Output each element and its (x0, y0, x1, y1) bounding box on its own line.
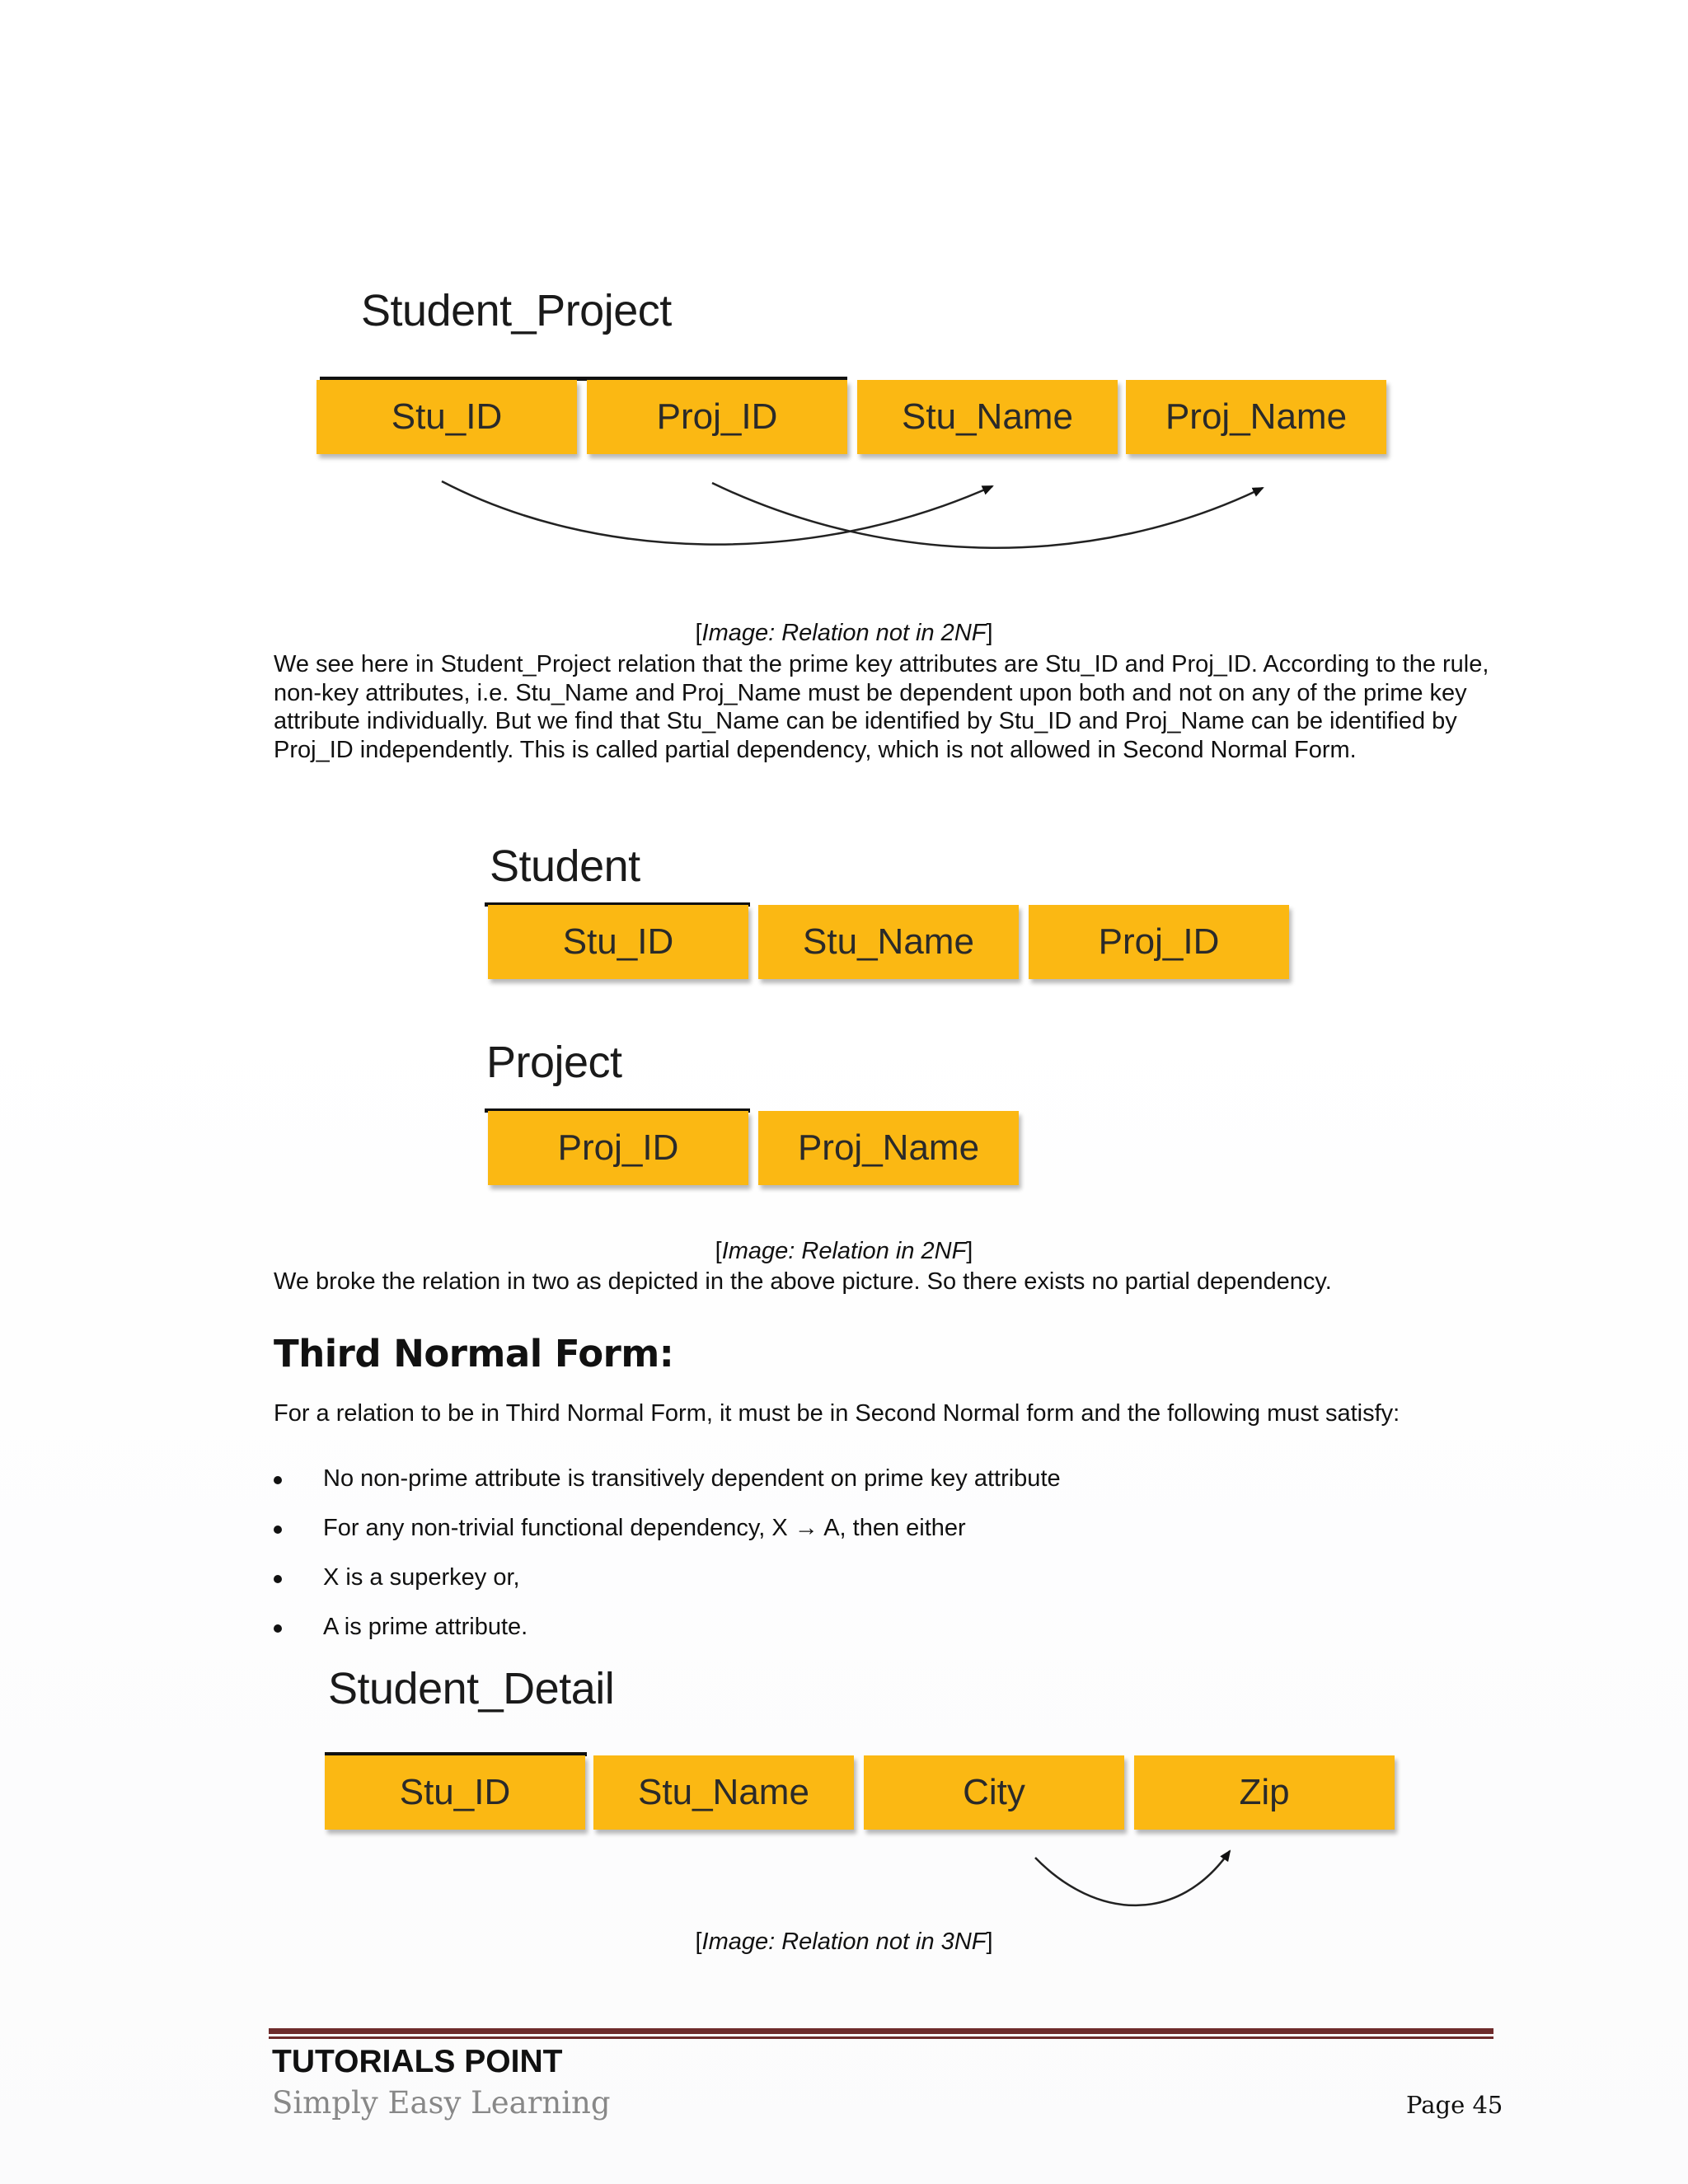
arrow-stu-id-to-stu-name (442, 481, 992, 545)
attribute-proj-name: Proj_Name (758, 1111, 1019, 1185)
arrow-city-to-zip (1035, 1851, 1230, 1905)
figure-caption: [Image: Relation in 2NF] (715, 1238, 973, 1264)
footer-rule-thin (269, 2036, 1493, 2039)
page-number: Page 45 (1406, 2091, 1503, 2119)
attribute-proj-id: Proj_ID (587, 380, 847, 454)
figure-caption: [Image: Relation not in 3NF] (695, 1929, 993, 1955)
arrow-proj-id-to-proj-name (712, 483, 1263, 548)
relation-title: Project (486, 1038, 622, 1087)
bullet-icon (274, 1575, 282, 1583)
attribute-proj-name: Proj_Name (1126, 380, 1386, 454)
attribute-proj-id: Proj_ID (1029, 905, 1289, 979)
dependency-arrows (0, 1813, 1688, 1929)
relation-title: Student_Project (361, 286, 672, 335)
attribute-stu-id: Stu_ID (316, 380, 577, 454)
attribute-proj-id: Proj_ID (488, 1111, 748, 1185)
paragraph-third-nf-intro: For a relation to be in Third Normal Form, it must be in Second Normal form and the following must satisfy: (274, 1400, 1400, 1427)
attribute-zip: Zip (1134, 1755, 1395, 1830)
attribute-stu-name: Stu_Name (593, 1755, 854, 1830)
footer-brand: TUTORIALS POINT (272, 2044, 563, 2079)
relation-title: Student_Detail (328, 1664, 615, 1713)
attribute-stu-name: Stu_Name (758, 905, 1019, 979)
bullet-icon (274, 1624, 282, 1633)
bullet-icon (274, 1476, 282, 1484)
footer-rule (269, 2028, 1493, 2034)
attribute-city: City (864, 1755, 1124, 1830)
relation-title: Student (490, 841, 640, 891)
paragraph-broke-relation: We broke the relation in two as depicted in the above picture. So there exists no partial dependency. (274, 1268, 1332, 1295)
attribute-stu-name: Stu_Name (857, 380, 1118, 454)
figure-caption: [Image: Relation not in 2NF] (695, 620, 993, 646)
attribute-stu-id: Stu_ID (488, 905, 748, 979)
attribute-stu-id: Stu_ID (325, 1755, 585, 1830)
paragraph-partial-dependency: We see here in Student_Project relation that the prime key attributes are Stu_ID and Proj_ID. According to the rule, non-key attributes, i.e. Stu_Name and Proj_Name must be dependent upon both and not on any of the prime key attribute individually. But we find that Stu_Name can be identified by Stu_ID and Proj_Name can be identified by Proj_ID independently. This is called partial dependency, which is not allowed in Second Normal Form. (274, 651, 1489, 763)
dependency-arrows (0, 0, 1688, 659)
footer-tagline: Simply Easy Learning (272, 2085, 611, 2121)
bullet-icon (274, 1526, 282, 1534)
section-heading: Third Normal Form: (274, 1332, 674, 1376)
